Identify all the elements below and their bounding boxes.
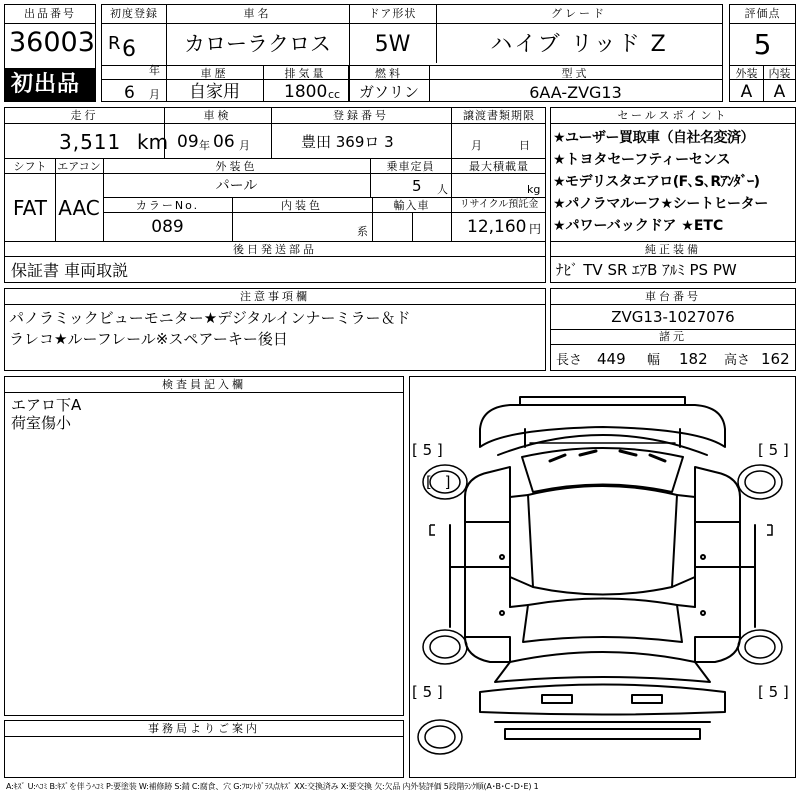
tire-mark-front-left: [ 5 ] — [412, 441, 443, 459]
top-info-table — [101, 4, 723, 102]
first-listing-label: 初出品 — [11, 72, 81, 97]
history-label: 車歴 — [200, 67, 229, 80]
equipment-value: ﾅﾋﾞ TV SR ｴｱB ｱﾙﾐ PS PW — [556, 261, 737, 279]
chassis-box — [550, 288, 796, 371]
registration-month: 6 — [124, 83, 135, 103]
door-value: 5W — [374, 32, 411, 57]
aircon-value: AAC — [58, 196, 100, 220]
length-value: 449 — [597, 350, 626, 368]
inspection-year-unit: 年 — [199, 139, 210, 152]
displacement-label: 排気量 — [284, 67, 327, 80]
lot-number: 36003 — [9, 27, 95, 58]
selling-point-3: ★モデリスタエアロ(F､S､Rｱﾝﾀﾞｰ) — [553, 174, 760, 190]
interior-rating-label: 内装 — [768, 67, 791, 80]
model-label: 型式 — [561, 67, 590, 80]
selling-point-2: ★トヨタセーフティーセンス — [553, 152, 731, 168]
selling-point-1: ★ユーザー買取車（自社名変済） — [553, 130, 755, 146]
first-listing-badge — [5, 68, 95, 101]
max-load-unit: kg — [527, 183, 541, 196]
exterior-color-value: パール — [215, 178, 258, 194]
vehicle-detail-table — [4, 107, 546, 283]
interior-color-unit: 系 — [357, 225, 368, 238]
car-damage-diagram — [410, 377, 795, 777]
equipment-label: 純正装備 — [645, 243, 701, 256]
inspector-label: 検査員記入欄 — [162, 378, 246, 391]
transfer-deadline-label: 譲渡書類期限 — [463, 109, 535, 122]
notes-line-1: パノラミックビューモニター★デジタルインナーミラー＆ド — [9, 309, 411, 327]
notes-label: 注意事項欄 — [240, 290, 310, 303]
chassis-value: ZVG13-1027076 — [611, 308, 735, 326]
capacity-unit: 人 — [437, 183, 448, 196]
exterior-rating: A — [740, 82, 753, 102]
car-name-label: 車名 — [243, 7, 272, 20]
rating-box — [729, 4, 796, 102]
displacement-unit: cc — [328, 88, 341, 101]
office-box — [4, 720, 404, 778]
inspection-label: 車検 — [203, 109, 232, 122]
length-label: 長さ — [556, 353, 583, 368]
notes-line-2: ラレコ★ルーフレール※スペアーキー後日 — [9, 330, 288, 348]
mileage-unit: km — [137, 130, 169, 154]
color-no-label: カラーNo. — [135, 199, 200, 212]
registration-era: R — [108, 33, 121, 54]
recycle-label: リサイクル預託金 — [459, 199, 539, 210]
registration-year-unit: 年 — [149, 64, 160, 77]
registration-label: 初度登録 — [110, 7, 158, 20]
inspector-line-2: 荷室傷小 — [11, 414, 72, 432]
later-parts-label: 後日発送部品 — [233, 243, 317, 256]
inspection-year: 09 — [177, 132, 199, 152]
width-label: 幅 — [647, 353, 661, 368]
registration-month-unit: 月 — [149, 88, 160, 101]
inspector-line-1: エアロ下A — [11, 396, 82, 414]
shift-value: FAT — [12, 196, 47, 220]
aircon-label: エアコン — [57, 160, 101, 173]
color-no-value: 089 — [151, 217, 184, 237]
plate-label: 登録番号 — [333, 109, 389, 122]
door-label: ドア形状 — [368, 7, 417, 20]
height-value: 162 — [761, 350, 790, 368]
width-value: 182 — [679, 350, 708, 368]
recycle-value: 12,160 — [467, 217, 527, 237]
rating-score: 5 — [753, 28, 772, 61]
exterior-rating-label: 外装 — [735, 67, 758, 80]
transfer-month-unit: 月 — [471, 139, 482, 152]
interior-color-label: 内装色 — [281, 199, 323, 212]
exterior-color-label: 外装色 — [215, 160, 258, 173]
interior-rating: A — [773, 82, 786, 102]
displacement-value: 1800 — [284, 82, 328, 102]
max-load-label: 最大積載量 — [469, 160, 529, 173]
legend-text: A:ｷｽﾞ U:ﾍｺﾐ B:ｷｽﾞを伴うﾍｺﾐ P:要塗装 W:補修跡 S:錆 C:腐食、穴 G:ﾌﾛﾝﾄｶﾞﾗｽ点ｷｽﾞ XX:交換済み X:要交換 欠:欠品 内外装評価 5段階ﾗﾝｸ順(A･B･C･D･E) 1 — [6, 782, 539, 791]
notes-box — [4, 288, 546, 371]
car-diagram-box — [409, 376, 796, 778]
dimensions-label: 諸元 — [659, 330, 687, 343]
height-label: 高さ — [724, 353, 751, 368]
mileage-label: 走行 — [70, 109, 99, 122]
model-value: 6AA-ZVG13 — [529, 83, 622, 102]
recycle-unit: 円 — [529, 222, 542, 236]
capacity-label: 乗車定員 — [386, 160, 435, 173]
shift-label: シフト — [13, 160, 47, 173]
inspector-box — [4, 376, 404, 716]
later-parts-value: 保証書 車両取説 — [11, 261, 129, 280]
chassis-label: 車台番号 — [645, 290, 701, 303]
capacity-value: 5 — [412, 177, 422, 195]
history-value: 自家用 — [189, 82, 240, 102]
lot-box — [4, 4, 96, 102]
lot-label: 出品番号 — [24, 7, 76, 20]
fuel-value: ガソリン — [358, 83, 419, 101]
plate-value: 豊田 369ロ 3 — [301, 133, 394, 151]
rating-label: 評価点 — [744, 7, 781, 20]
fuel-label: 燃料 — [375, 67, 403, 80]
inspection-month: 06 — [213, 132, 235, 152]
tire-mark-rear-right: [ 5 ] — [758, 683, 789, 701]
import-label: 輸入車 — [393, 199, 430, 212]
selling-points-box — [550, 107, 796, 283]
tire-mark-rear-left: [ 5 ] — [412, 683, 443, 701]
mileage-value: 3,511 — [59, 130, 122, 154]
transfer-day-unit: 日 — [519, 139, 530, 152]
car-name-value: カローラクロス — [184, 32, 331, 56]
selling-points-label: セールスポイント — [617, 109, 729, 122]
spare-tire-mark: [ ] — [426, 473, 455, 491]
grade-value: ハイブ リッド Z — [490, 32, 668, 57]
registration-year: 6 — [122, 37, 136, 62]
selling-point-5: ★パワーバックドア ★ETC — [553, 218, 724, 234]
office-label: 事務局よりご案内 — [148, 722, 260, 735]
inspection-month-unit: 月 — [239, 139, 250, 152]
grade-label: グレード — [551, 7, 607, 20]
selling-point-4: ★パノラマルーフ★シートヒーター — [553, 196, 769, 212]
tire-mark-front-right: [ 5 ] — [758, 441, 789, 459]
